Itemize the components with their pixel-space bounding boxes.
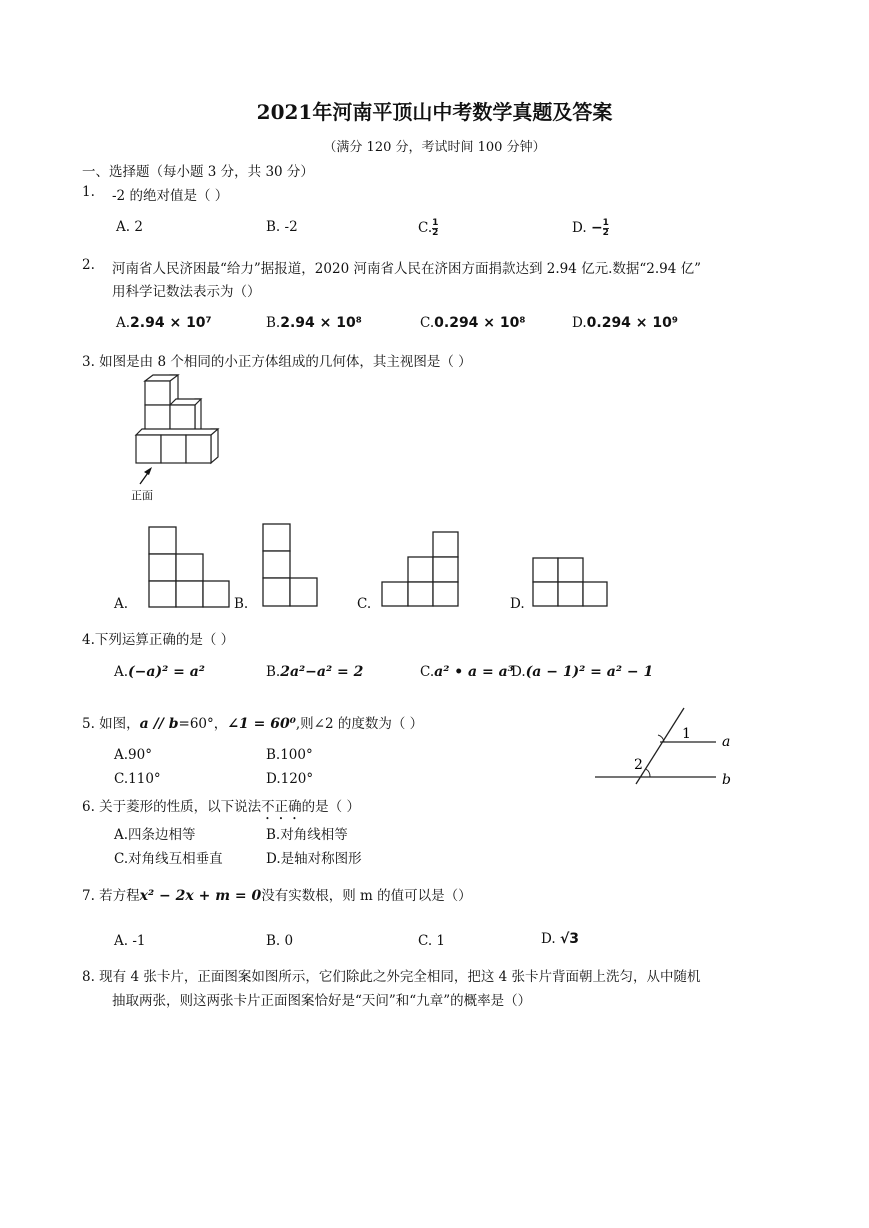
q4-option-b: B.2a²−a² = 2 [266, 664, 364, 680]
q2-number: 2. [82, 257, 95, 273]
q5-option-c: C.110° [114, 771, 161, 787]
q6-option-c: C.对角线互相垂直 [114, 851, 223, 867]
q3-view-a [146, 524, 232, 610]
q3-option-b: B. [234, 596, 249, 612]
q6-option-b: B.对角线相等 [266, 827, 348, 843]
page-subtitle: （满分 120 分，考试时间 100 分钟） [323, 140, 546, 155]
q7-option-c: C. 1 [418, 933, 446, 949]
q4-option-a: A.(−a)² = a² [114, 664, 205, 680]
q4-stem: 4.下列运算正确的是（ ） [82, 632, 235, 648]
q6-emphasis: 不正确 [261, 799, 302, 815]
section-heading: 一、选择题（每小题 3 分，共 30 分） [82, 164, 314, 180]
q5-line-a-label: a [722, 734, 731, 750]
q5-option-a: A.90° [114, 747, 152, 763]
q1-option-c: C. $\frac{1}{2}$ [418, 218, 439, 238]
q2-option-a: A.2.94 × 10⁷ [116, 315, 212, 331]
q2-option-d: D.0.294 × 10⁹ [572, 315, 679, 331]
q7-option-d: D. √3 [541, 931, 580, 947]
q5-angle1-label: 1 [682, 726, 691, 742]
q5-option-d: D.120° [266, 771, 314, 787]
q1-option-d: D. − $\frac{1}{2}$ [572, 218, 609, 238]
q5-angle2-label: 2 [634, 757, 643, 773]
q3-view-d [530, 555, 610, 609]
q3-view-b [260, 521, 320, 609]
q8-stem-line1: 8. 现有 4 张卡片，正面图案如图所示，它们除此之外完全相同，把这 4 张卡片背面朝上洗匀，从中随机 [82, 969, 701, 985]
q1-option-a: A. 2 [116, 219, 143, 235]
q6-option-d: D.是轴对称图形 [266, 851, 362, 867]
q7-stem: 7. 若方程x² − 2x + m = 0没有实数根，则 m 的值可以是（） [82, 888, 472, 904]
q4-option-c: C.a² • a = a³ [420, 664, 514, 680]
q1-number: 1. [82, 184, 95, 200]
q3-option-a: A. [114, 596, 129, 612]
q5-line-b-label: b [722, 772, 731, 788]
q8-stem-line2: 抽取两张，则这两张卡片正面图案恰好是“天问”和“九章”的概率是（） [112, 993, 532, 1009]
q6-option-a: A.四条边相等 [114, 827, 196, 843]
q7-option-a: A. -1 [114, 933, 146, 949]
q2-option-b: B.2.94 × 10⁸ [266, 315, 362, 331]
q1-c-fraction: $\frac{1}{2}$ [432, 218, 439, 238]
q2-option-c: C.0.294 × 10⁸ [420, 315, 526, 331]
q7-option-b: B. 0 [266, 933, 294, 949]
q6-stem: 6. 关于菱形的性质，以下说法不正确的是（ ） [82, 799, 360, 815]
q3-solid-figure [128, 372, 228, 508]
q3-front-label: 正面 [131, 489, 153, 502]
q4-option-d: D.(a − 1)² = a² − 1 [511, 664, 654, 680]
q5-parallel-lines-figure [592, 702, 742, 792]
page-title: 2021年河南平顶山中考数学真题及答案 [256, 100, 613, 124]
q5-stem: 5. 如图，a // b=60°，∠1 = 60⁰,则∠2 的度数为（ ） [82, 716, 424, 732]
q5-option-b: B.100° [266, 747, 313, 763]
q1-option-b: B. -2 [266, 219, 298, 235]
q2-stem-line2: 用科学记数法表示为（） [112, 284, 261, 300]
q1-stem: -2 的绝对值是（ ） [112, 188, 229, 204]
q1-d-fraction: $\frac{1}{2}$ [602, 218, 609, 238]
q3-stem: 3. 如图是由 8 个相同的小正方体组成的几何体，其主视图是（ ） [82, 354, 472, 370]
q3-option-d: D. [510, 596, 525, 612]
q3-option-c: C. [357, 596, 372, 612]
q3-view-c [379, 529, 461, 609]
q2-stem-line1: 河南省人民济困最“给力”据报道，2020 河南省人民在济困方面捐款达到 2.94 亿元.数据“2.94 亿” [112, 261, 702, 277]
